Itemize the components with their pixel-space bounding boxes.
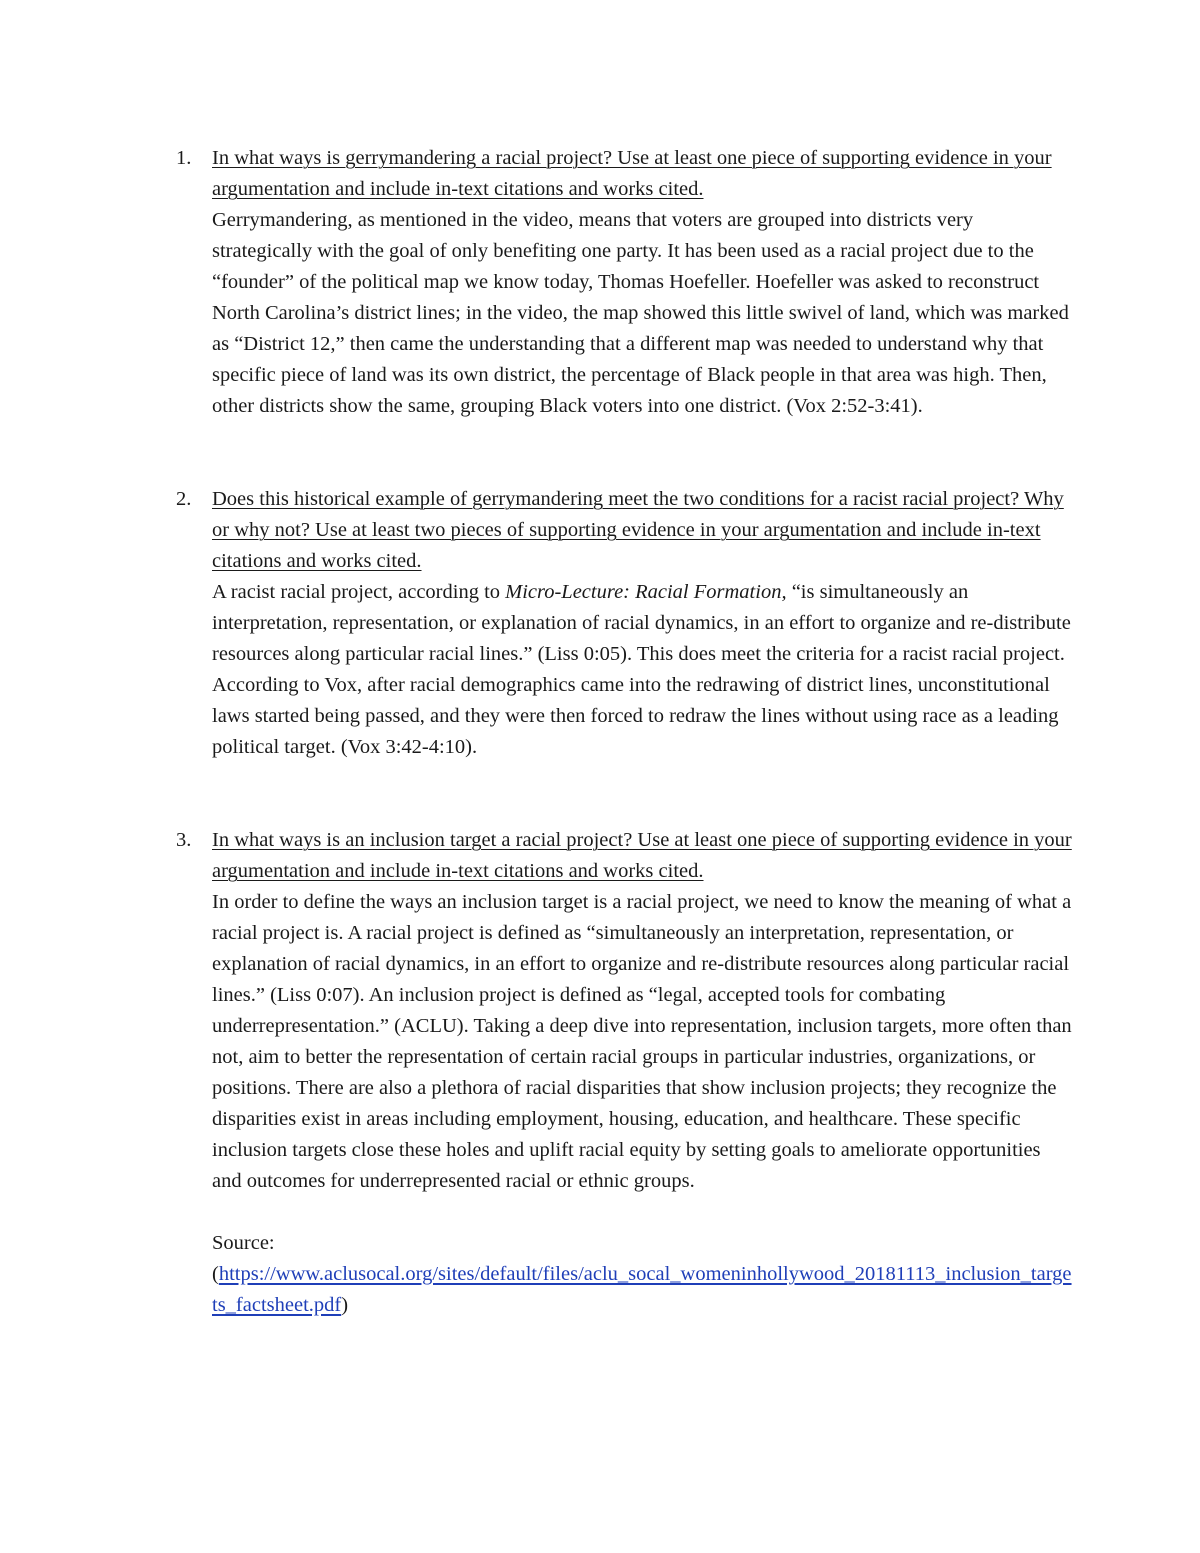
cited-work-title: Micro-Lecture: Racial Formation, xyxy=(505,581,787,603)
question-text: In what ways is gerrymandering a racial project? Use at least one piece of supporting evidence in your argumentation and include in-text citations and works cited. xyxy=(212,147,1052,200)
question-text: Does this historical example of gerrymandering meet the two conditions for a racist racial project? Why or why not? Use at least two pieces of supporting evidence in your argumentation and include in-text citations and works cited. xyxy=(212,488,1064,572)
answer-text: In order to define the ways an inclusion target is a racial project, we need to know the meaning of what a racial project is. A racial project is defined as “simultaneously an interpretation, representation, or explanation of racial dynamics, in an effort to organize and re-distribute resources along particular racial lines.” (Liss 0:07). An inclusion project is defined as “legal, accepted tools for combating underrepresentation.” (ACLU). Taking a deep dive into representation, inclusion targets, more often than not, aim to better the representation of certain racial groups in particular industries, organizations, or positions. There are also a plethora of racial disparities that show inclusion projects; they recognize the disparities exist in areas including employment, housing, education, and healthcare. These specific inclusion targets close these holes and uplift racial equity by setting goals to ameliorate opportunities and outcomes for underrepresented racial or ethnic groups. xyxy=(212,891,1072,1192)
question-item-3 xyxy=(176,825,1072,1321)
item-number: 3. xyxy=(176,829,192,851)
question-item-2 xyxy=(176,484,1072,763)
item-number: 1. xyxy=(176,147,192,169)
source-citation xyxy=(212,1259,1072,1321)
question-item-1 xyxy=(176,143,1072,422)
source-open-paren: ( xyxy=(212,1263,219,1285)
source-link[interactable]: https://www.aclusocal.org/sites/default/files/aclu_socal_womeninhollywood_20181113_inclusion_targets_factsheet.pdf xyxy=(212,1263,1072,1316)
question-text: In what ways is an inclusion target a racial project? Use at least one piece of supporting evidence in your argumentation and include in-text citations and works cited. xyxy=(212,829,1072,882)
answer-intro: A racist racial project, according to xyxy=(212,581,506,603)
answer-text xyxy=(212,577,1072,763)
source-close-paren: ) xyxy=(341,1294,349,1316)
item-number: 2. xyxy=(176,488,192,510)
answer-text: Gerrymandering, as mentioned in the video, means that voters are grouped into districts very strategically with the goal of only benefiting one party. It has been used as a racial project due to the “founder” of the political map we know today, Thomas Hoefeller. Hoefeller was asked to reconstruct North Carolina’s district lines; in the video, the map showed this little swivel of land, which was marked as “District 12,” then came the understanding that a different map was needed to understand why that specific piece of land was its own district, the percentage of Black people in that area was high. Then, other districts show the same, grouping Black voters into one district. (Vox 2:52-3:41). xyxy=(212,209,1069,417)
source-label: Source: xyxy=(212,1232,275,1254)
answer-rest: “is simultaneously an interpretation, representation, or explanation of racial dynamics, in an effort to organize and re-distribute resources along particular racial lines.” (Liss 0:05). This does meet the criteria for a racist racial project. According to Vox, after racial demographics came into the redrawing of district lines, unconstitutional laws started being passed, and they were then forced to redraw the lines without using race as a leading political target. (Vox 3:42-4:10). xyxy=(212,581,1071,758)
